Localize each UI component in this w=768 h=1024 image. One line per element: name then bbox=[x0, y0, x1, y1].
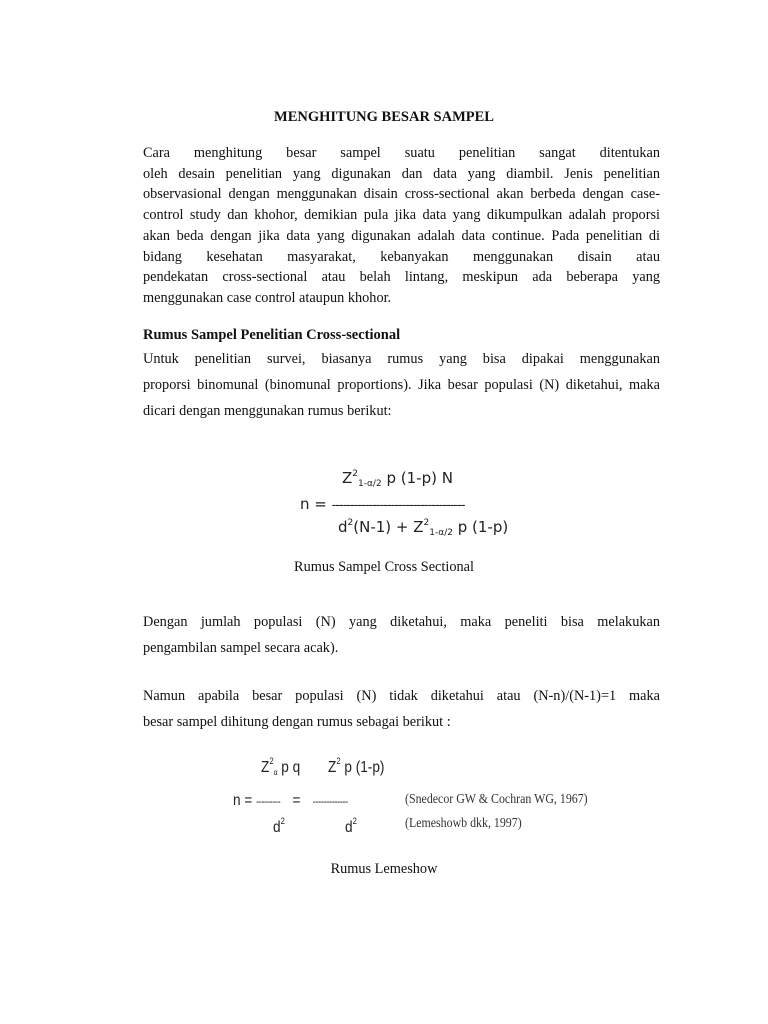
caption-cross-sectional: Rumus Sampel Cross Sectional bbox=[294, 559, 474, 575]
paragraph-random-sampling bbox=[143, 609, 660, 661]
formula-denominator-right: $d^2$ bbox=[345, 816, 357, 836]
intro-paragraph bbox=[143, 143, 660, 309]
formula-cross-sectional bbox=[300, 466, 540, 546]
text-line: Cara menghitung besar sampel suatu penelitian sangat ditentukan bbox=[143, 145, 660, 161]
caption-lemeshow: Rumus Lemeshow bbox=[330, 861, 438, 877]
text-line: bidang kesehatan masyarakat, kebanyakan menggunakan disain atau bbox=[143, 248, 660, 265]
formula-denominator: $d^2(N-1) + Z^2_{1-\alpha/2}$ p (1-p) bbox=[338, 518, 509, 538]
formula-fraction-line: n = --------- = ------------- bbox=[233, 792, 348, 809]
text-line: pendekatan cross-sectional atau belah lintang, meskipun ada beberapa yang bbox=[143, 269, 660, 286]
formula-numerator: $Z^2_{1-\alpha/2}$ p (1-p) N bbox=[342, 469, 453, 489]
text-line: menggunakan case control ataupun khohor. bbox=[143, 289, 392, 306]
text-line: pengambilan sampel secara acak). bbox=[143, 640, 339, 656]
page-title: MENGHITUNG BESAR SAMPEL bbox=[274, 109, 494, 125]
reference-snedecor: (Snedecor GW & Cochran WG, 1967) bbox=[405, 792, 588, 807]
formula-denominator-left: $d^2$ bbox=[273, 816, 285, 836]
text-line: proporsi binomunal (binomunal proportions). Jika besar populasi (N) diketahui, maka bbox=[143, 377, 660, 393]
text-line: akan beda dengan jika data yang digunakan adalah data continue. Pada penelitian di bbox=[143, 227, 660, 244]
section-heading: Rumus Sampel Penelitian Cross-sectional bbox=[143, 327, 401, 343]
formula-lemeshow bbox=[233, 750, 593, 840]
reference-lemeshow: (Lemeshowb dkk, 1997) bbox=[405, 816, 522, 831]
section-paragraph bbox=[143, 346, 660, 424]
text-line: observasional dengan menggunakan disain cross-sectional akan berbeda dengan case- bbox=[143, 186, 660, 203]
text-line: dicari dengan menggunakan rumus berikut: bbox=[143, 403, 392, 419]
text-line: Namun apabila besar populasi (N) tidak diketahui atau (N-n)/(N-1)=1 maka bbox=[143, 688, 660, 704]
formula-fraction-line: n = ------------------------------------ bbox=[300, 495, 465, 513]
paragraph-unknown-population bbox=[143, 683, 660, 735]
formula-numerator-left: $Z^2_\alpha$ p q bbox=[261, 756, 301, 777]
formula-numerator-right: $Z^2$ p (1-p) bbox=[328, 756, 385, 776]
text-line: oleh desain penelitian yang digunakan dan data yang diambil. Jenis penelitian bbox=[143, 165, 660, 182]
text-line: besar sampel dihitung dengan rumus sebagai berikut : bbox=[143, 714, 451, 730]
text-line: control study dan khohor, demikian pula jika data yang dikumpulkan adalah proporsi bbox=[143, 207, 660, 224]
text-line: Dengan jumlah populasi (N) yang diketahui, maka peneliti bisa melakukan bbox=[143, 614, 660, 630]
text-line: Untuk penelitian survei, biasanya rumus yang bisa dipakai menggunakan bbox=[143, 351, 660, 367]
